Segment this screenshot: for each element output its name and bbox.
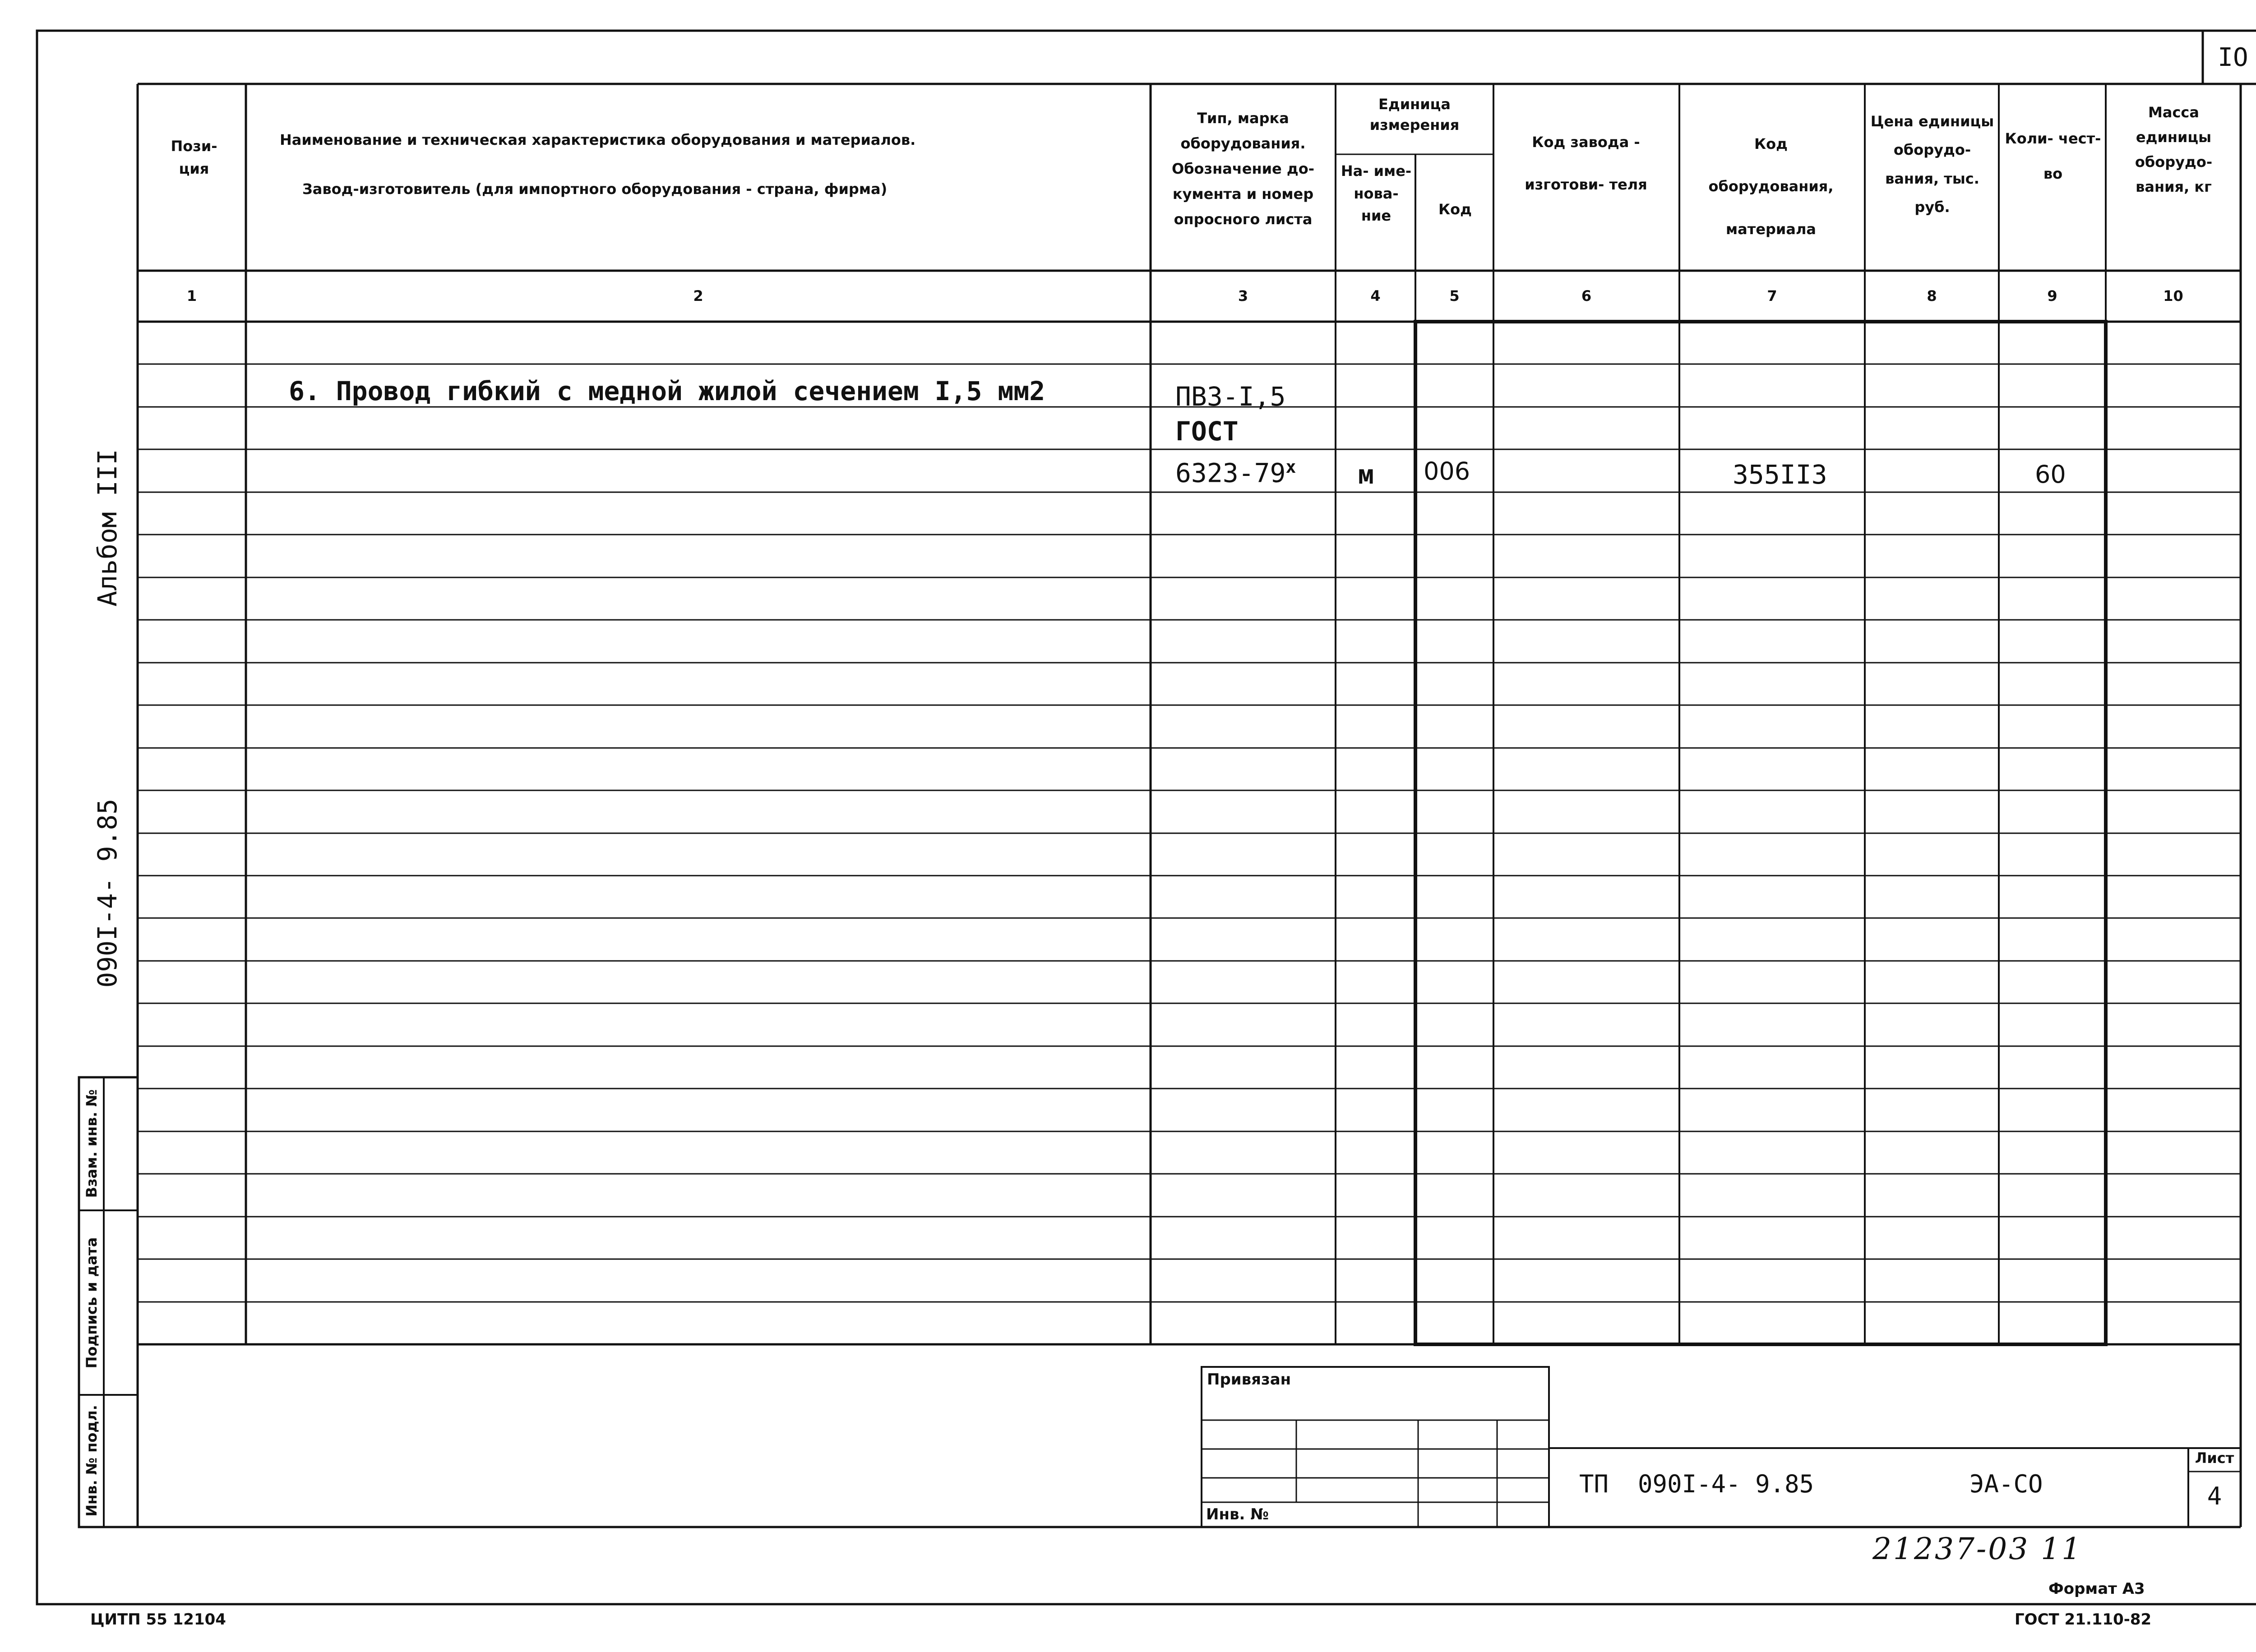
col-name-header-line1: Наименование и техническая характеристика оборудования и материалов. — [280, 131, 916, 148]
row-1-equipment-code: 355II3 — [1733, 459, 1827, 490]
list-label: Лист — [2195, 1449, 2234, 1467]
footer-left: ЦИТП 55 12104 — [90, 1610, 226, 1629]
inv-no-label: Инв. № — [1206, 1505, 1269, 1523]
row-1-name: 6. Провод гибкий с медной жилой сечением I,5 мм2 — [289, 376, 1045, 406]
column-number-6: 6 — [1581, 287, 1592, 305]
column-number-2: 2 — [693, 287, 703, 305]
col-equipment-code-header: Код оборудования, материала — [1708, 135, 1834, 238]
sheet-number: IO — [2218, 43, 2248, 72]
column-number-3: 3 — [1238, 287, 1248, 305]
row-1-unit-code: 006 — [1424, 457, 1470, 485]
col-quantity-header: Коли- чест- во — [2005, 130, 2101, 183]
project-designation: ТП 090I-4- 9.85 — [1579, 1470, 1814, 1498]
vzam-label: Взам. инв. № — [83, 1089, 100, 1198]
col-unit-mass-header: Масса единицы оборудо- вания, кг — [2135, 104, 2213, 196]
album-label: Альбом III — [92, 449, 123, 607]
gost-footer: ГОСТ 21.110-82 — [2015, 1610, 2152, 1629]
row-1-type-line3: 6323-79 — [1175, 457, 1286, 489]
column-number-10: 10 — [2163, 287, 2183, 305]
inv-label: Инв. № подл. — [83, 1405, 100, 1517]
col-unit-group-header: Единица измерения — [1369, 96, 1460, 134]
row-1-type-superscript: x — [1285, 457, 1296, 477]
format-label: Формат А3 — [2048, 1580, 2145, 1598]
list-number: 4 — [2207, 1482, 2222, 1510]
col-position-header: Пози- ция — [171, 138, 217, 177]
col-unit-code-header: Код — [1438, 201, 1472, 218]
col-name-header-line2: Завод-изготовитель (для импортного оборудования - страна, фирма) — [302, 180, 888, 198]
column-number-1: 1 — [186, 287, 197, 305]
row-1-type-line1: ПВЗ-I,5 — [1175, 381, 1286, 412]
row-1-quantity: 60 — [2035, 460, 2066, 489]
privyazan-label: Привязан — [1207, 1371, 1291, 1389]
col-type-mark-header: Тип, марка оборудования. Обозначение до- кумента и номер опросного листа — [1172, 110, 1314, 228]
handwritten-number: 21237-03 11 — [1872, 1532, 2083, 1566]
podpis-label: Подпись и дата — [83, 1237, 100, 1369]
column-number-4: 4 — [1370, 287, 1381, 305]
column-number-7: 7 — [1767, 287, 1777, 305]
column-number-9: 9 — [2047, 287, 2057, 305]
col-manufacturer-code-header: Код завода - изготови- теля — [1525, 134, 1647, 194]
column-number-5: 5 — [1449, 287, 1460, 305]
row-1-type-line2: ГОСТ — [1175, 416, 1239, 447]
row-1-unit: м — [1358, 459, 1374, 490]
row-1-type-line3-wrap — [1175, 457, 1296, 488]
col-unit-name-header: На- име- нова- ние — [1341, 162, 1412, 225]
column-number-8: 8 — [1927, 287, 1937, 305]
project-side-label: 090I-4- 9.85 — [92, 798, 123, 988]
document-code: ЭА-СО — [1969, 1470, 2043, 1498]
col-unit-price-header: Цена единицы оборудо- вания, тыс. руб. — [1870, 113, 1994, 216]
